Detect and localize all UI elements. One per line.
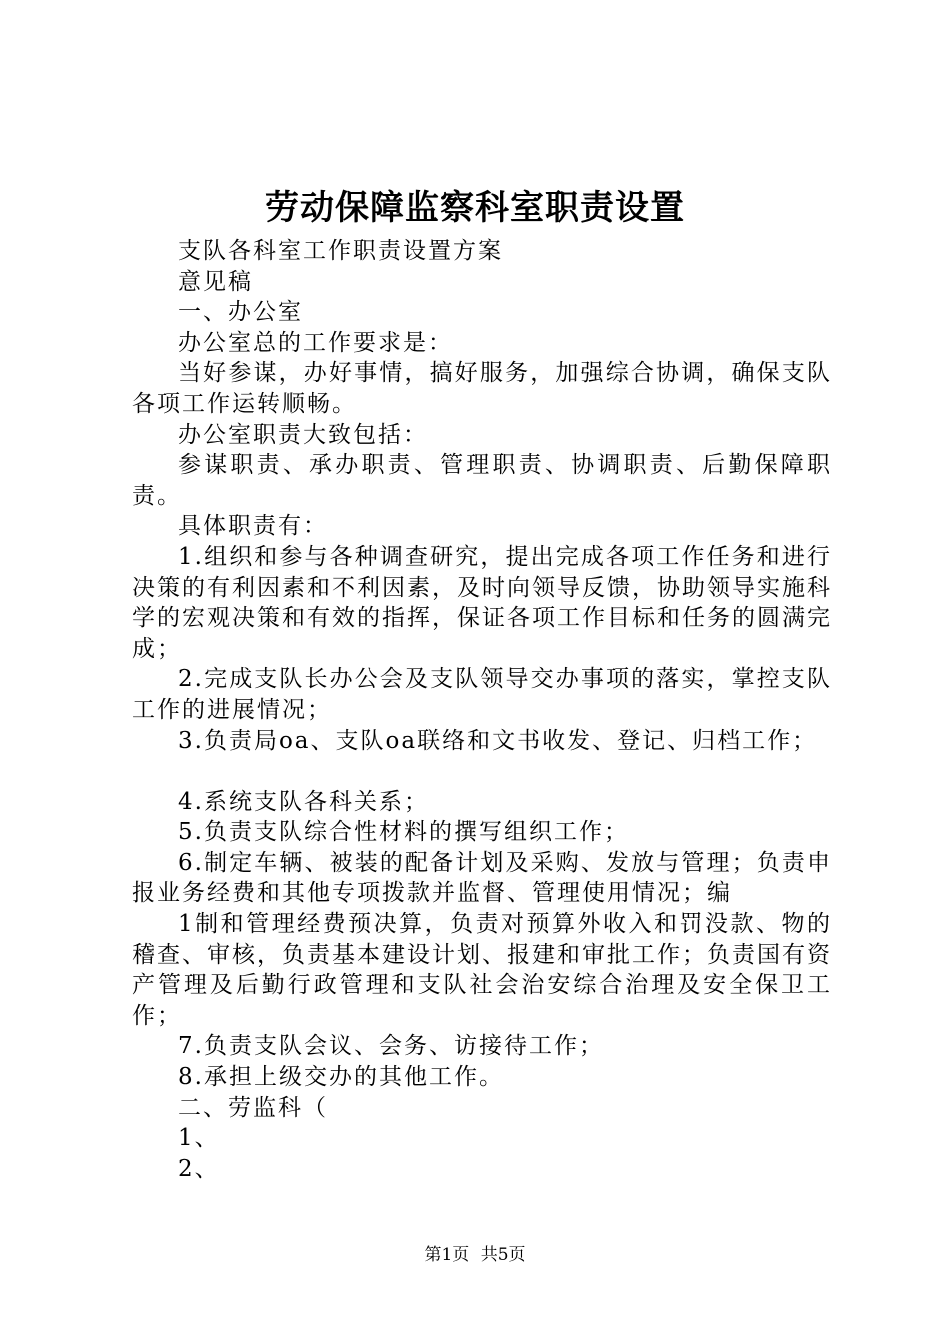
list-item-duty-2: 2.完成支队长办公会及支队领导交办事项的落实，掌控支队工作的进展情况；	[132, 666, 832, 723]
page-total: 共5页	[480, 1245, 526, 1265]
document-title: 劳动保障监察科室职责设置	[265, 188, 685, 228]
list-item-duty-6: 6.制定车辆、被装的配备计划及采购、发放与管理；负责申报业务经费和其他专项拨款并监督、管理使用情况；编	[132, 849, 832, 907]
paragraph-office-requirements-label: 办公室总的工作要求是：	[178, 329, 453, 356]
paragraph-specific-duties-label: 具体职责有：	[178, 513, 328, 540]
section-heading-office: 一、办公室	[178, 299, 303, 326]
page-footer	[0, 1244, 950, 1266]
list-item-duty-6-continued: 1制和管理经费预决算，负责对预算外收入和罚没款、物的稽查、审核，负责基本建设计划、报建和审批工作；负责国有资产管理及后勤行政管理和支队社会治安综合治理及安全保卫工作；	[132, 911, 832, 1029]
paragraph-office-duties: 参谋职责、承办职责、管理职责、协调职责、后勤保障职责。	[132, 452, 832, 509]
section-heading-labor-inspection: 二、劳监科（	[178, 1094, 328, 1121]
page-number: 第1页	[424, 1245, 470, 1265]
paragraph-office-requirements: 当好参谋，办好事情，搞好服务，加强综合协调，确保支队各项工作运转顺畅。	[132, 360, 832, 417]
list-item-duty-5: 5.负责支队综合性材料的撰写组织工作；	[178, 819, 629, 846]
list-item-duty-7: 7.负责支队会议、会务、访接待工作；	[178, 1033, 604, 1060]
list-item-number-2: 2、	[178, 1155, 220, 1182]
paragraph-plan-title: 支队各科室工作职责设置方案	[178, 238, 503, 264]
list-item-number-1: 1、	[178, 1125, 220, 1152]
list-item-duty-3: 3.负责局oa、支队oa联络和文书收发、登记、归档工作；	[178, 727, 818, 754]
list-item-duty-8: 8.承担上级交办的其他工作。	[178, 1064, 504, 1091]
document-body	[132, 236, 832, 1184]
blank-line	[132, 756, 832, 787]
list-item-duty-4: 4.系统支队各科关系；	[178, 788, 429, 815]
paragraph-office-duties-label: 办公室职责大致包括：	[178, 421, 428, 448]
list-item-duty-1: 1.组织和参与各种调查研究，提出完成各项工作任务和进行决策的有利因素和不利因素，及时向领导反馈，协助领导实施科学的宏观决策和有效的指挥，保证各项工作目标和任务的圆满完成；	[132, 543, 832, 662]
paragraph-draft-note: 意见稿	[178, 268, 253, 295]
